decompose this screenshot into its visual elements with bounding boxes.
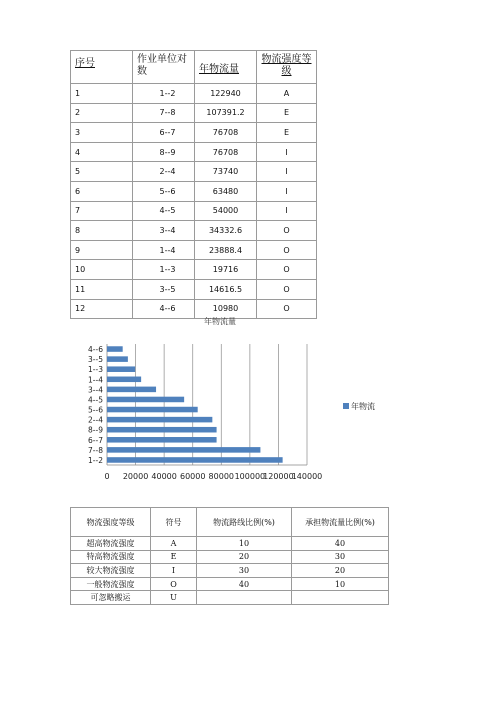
bar-3--4 (107, 387, 156, 393)
y-tick-label: 3--5 (88, 355, 103, 365)
header-unit-pair-line1: 作业单位对 (137, 54, 187, 65)
cell-level: E (257, 123, 317, 143)
cell-route-ratio: 10 (197, 537, 292, 551)
cell-flow: 14616.5 (195, 279, 257, 299)
table-header-row (71, 508, 389, 537)
cell-level: E (257, 103, 317, 123)
cell-route-ratio (197, 591, 292, 605)
bar-4--5 (107, 397, 184, 403)
cell-seq: 10 (71, 260, 133, 280)
cell-level: 较大物流强度 (71, 564, 151, 578)
header-flow-level-line2: 级 (281, 66, 292, 77)
legend-swatch (343, 403, 349, 409)
cell-flow: 76708 (195, 123, 257, 143)
cell-pair: 3--5 (133, 279, 195, 299)
bar-6--7 (107, 437, 217, 443)
cell-flow: 10980 (195, 299, 257, 319)
cell-flow: 54000 (195, 201, 257, 221)
table-row (71, 201, 317, 221)
x-tick-label: 100000 (234, 472, 266, 481)
header-volume-ratio: 承担物流量比例(%) (292, 508, 389, 537)
cell-volume-ratio (292, 591, 389, 605)
cell-seq: 5 (71, 162, 133, 182)
table-row (71, 537, 389, 551)
cell-seq: 9 (71, 240, 133, 260)
cell-level: O (257, 221, 317, 241)
cell-seq: 11 (71, 279, 133, 299)
cell-route-ratio: 30 (197, 564, 292, 578)
cell-seq: 2 (71, 103, 133, 123)
cell-flow: 34332.6 (195, 221, 257, 241)
y-tick-label: 4--5 (88, 395, 103, 405)
header-level: 物流强度等级 (71, 508, 151, 537)
cell-pair: 6--7 (133, 123, 195, 143)
cell-pair: 8--9 (133, 142, 195, 162)
cell-level: O (257, 240, 317, 260)
bar-1--2 (107, 457, 283, 463)
cell-level: I (257, 162, 317, 182)
y-tick-label: 8--9 (88, 425, 103, 435)
bar-8--9 (107, 427, 217, 433)
x-tick-label: 80000 (208, 472, 235, 481)
cell-pair: 4--6 (133, 299, 195, 319)
cell-level: O (257, 260, 317, 280)
cell-route-ratio: 40 (197, 577, 292, 591)
chart-canvas (80, 310, 420, 488)
y-tick-label: 2--4 (88, 415, 103, 425)
cell-flow: 63480 (195, 181, 257, 201)
header-flow-level-line1: 物流强度等 (261, 54, 312, 65)
table-row (71, 123, 317, 143)
cell-volume-ratio: 10 (292, 577, 389, 591)
cell-pair: 3--4 (133, 221, 195, 241)
table-row (71, 577, 389, 591)
x-tick-label: 60000 (179, 472, 206, 481)
x-tick-label: 0 (104, 472, 110, 481)
cell-flow: 107391.2 (195, 103, 257, 123)
header-annual-flow: 年物流量 (195, 51, 257, 84)
table-row (71, 162, 317, 182)
cell-flow: 19716 (195, 260, 257, 280)
y-tick-label: 3--4 (88, 385, 103, 395)
cell-pair: 1--2 (133, 84, 195, 104)
y-tick-label: 5--6 (88, 405, 103, 415)
table-row (71, 181, 317, 201)
cell-seq: 6 (71, 181, 133, 201)
y-tick-label: 1--4 (88, 375, 103, 385)
bar-7--8 (107, 447, 260, 453)
x-tick-label: 120000 (263, 472, 294, 481)
header-seq: 序号 (71, 51, 133, 84)
cell-pair: 7--8 (133, 103, 195, 123)
cell-pair: 1--4 (133, 240, 195, 260)
table-row (71, 84, 317, 104)
table-row (71, 591, 389, 605)
cell-level: A (257, 84, 317, 104)
table-row (71, 103, 317, 123)
cell-route-ratio: 20 (197, 550, 292, 564)
bar-1--3 (107, 366, 135, 372)
table-row (71, 550, 389, 564)
cell-pair: 1--3 (133, 260, 195, 280)
cell-flow: 76708 (195, 142, 257, 162)
table-row (71, 221, 317, 241)
cell-symbol: U (151, 591, 197, 605)
cell-volume-ratio: 20 (292, 564, 389, 578)
y-tick-label: 7--8 (88, 445, 103, 455)
bar-4--6 (107, 346, 123, 352)
cell-pair: 2--4 (133, 162, 195, 182)
cell-pair: 5--6 (133, 181, 195, 201)
cell-level: I (257, 181, 317, 201)
cell-level: 特高物流强度 (71, 550, 151, 564)
x-tick-label: 140000 (291, 472, 323, 481)
cell-symbol: E (151, 550, 197, 564)
cell-seq: 7 (71, 201, 133, 221)
y-tick-label: 1--3 (88, 365, 103, 375)
table-row (71, 564, 389, 578)
cell-flow: 73740 (195, 162, 257, 182)
table-row (71, 240, 317, 260)
cell-seq: 12 (71, 299, 133, 319)
y-tick-label: 1--2 (88, 455, 103, 465)
bar-2--4 (107, 417, 212, 423)
cell-symbol: A (151, 537, 197, 551)
header-symbol: 符号 (151, 508, 197, 537)
flow-level-table (70, 507, 389, 605)
table-row (71, 260, 317, 280)
header-unit-pair-line2: 数 (137, 66, 147, 77)
header-route-ratio: 物流路线比例(%) (197, 508, 292, 537)
header-flow-level (257, 51, 317, 84)
chart-title: 年物流量 (204, 317, 236, 326)
cell-level: 一般物流强度 (71, 577, 151, 591)
cell-symbol: I (151, 564, 197, 578)
cell-volume-ratio: 40 (292, 537, 389, 551)
header-unit-pair (133, 51, 195, 84)
cell-symbol: O (151, 577, 197, 591)
cell-level: I (257, 201, 317, 221)
bar-5--6 (107, 407, 198, 413)
cell-level: I (257, 142, 317, 162)
cell-pair: 4--5 (133, 201, 195, 221)
x-tick-label: 40000 (151, 472, 177, 481)
y-tick-label: 4--6 (88, 345, 103, 355)
cell-seq: 3 (71, 123, 133, 143)
cell-seq: 1 (71, 84, 133, 104)
cell-flow: 23888.4 (195, 240, 257, 260)
y-tick-label: 6--7 (88, 435, 103, 445)
cell-flow: 122940 (195, 84, 257, 104)
cell-level: 可忽略搬运 (71, 591, 151, 605)
bar-1--4 (107, 377, 141, 383)
table-row (71, 279, 317, 299)
bar-3--5 (107, 356, 128, 362)
cell-level: 超高物流强度 (71, 537, 151, 551)
cell-level: O (257, 279, 317, 299)
cell-volume-ratio: 30 (292, 550, 389, 564)
table-row (71, 142, 317, 162)
cell-level: O (257, 299, 317, 319)
x-tick-label: 20000 (122, 472, 149, 481)
annual-flow-chart (80, 310, 420, 488)
cell-seq: 4 (71, 142, 133, 162)
cell-seq: 8 (71, 221, 133, 241)
logistics-flow-table (70, 50, 317, 319)
legend-label: 年物流 (351, 402, 375, 411)
table-header-row (71, 51, 317, 84)
